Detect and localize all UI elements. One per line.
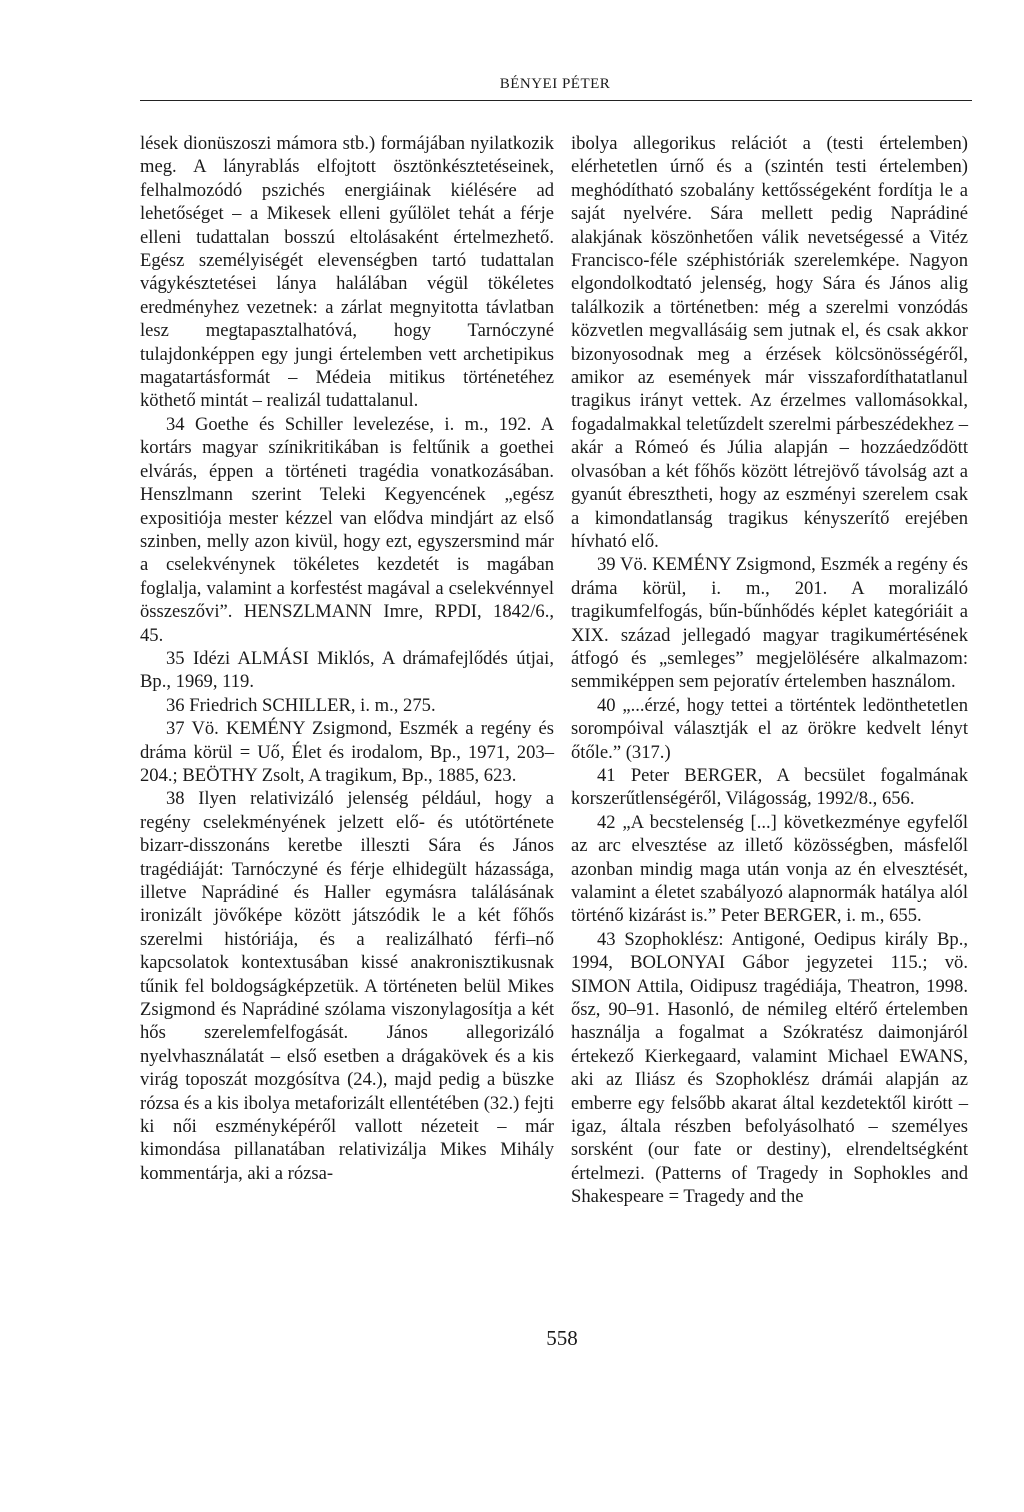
footnote-43: 43 Szophoklész: Antigoné, Oedipus király Bp., 1994, BOLONYAI Gábor jegyzetei 115.; vö. SIMON Attila, Oidipusz tragédiája, Theatron, 1998. ősz, 90–91. Hasonló, de némileg eltérő értelemben használja a fogalmat a Szókratész daimonjáról értekező Kierkegaard, valamint Michael EWANS, aki az Iliász és Szophoklész drámái alapján az emberre egy felsőbb akarat által kezdetektől kirótt – igaz, általa részben befolyásolható – személyes sorsként (our fate or destiny), elrendeltségként értelmezi. (Patterns of Tragedy in Sophokles and Shakespeare = Tragedy and the: [571, 928, 968, 1208]
footnote-34: 34 Goethe és Schiller levelezése, i. m., 192. A kortárs magyar színikritikában is feltűnik a goethei elvárás, éppen a történeti tragédia vonatkozásában. Henszlmann szerint Teleki Kegyencének „egész expositiója mester kézzel van elődva mindjárt az első szinben, melly azon kivül, hogy ezt, egyszersmind már a cselekvénynek tökéletes kezdetét is magában foglalja, valamint a korfestést magával a cselekvénnyel összeszővi”. HENSZLMANN Imre, RPDI, 1842/6., 45.: [140, 413, 554, 646]
footnote-40: 40 „...érzé, hogy tettei a történtek ledönthetetlen sorompóival választják el az örökre kedvelt lényt őtőle.” (317.): [571, 694, 968, 763]
footnote-37: 37 Vö. KEMÉNY Zsigmond, Eszmék a regény és dráma körül = Uő, Élet és irodalom, Bp., 1971, 203–204.; BEÖTHY Zsolt, A tragikum, Bp., 1885, 623.: [140, 718, 554, 786]
footnote-36: 36 Friedrich SCHILLER, i. m., 275.: [166, 694, 436, 716]
header-rule: [140, 100, 972, 101]
right-column: [571, 132, 968, 1209]
body-paragraph: lések dionüszoszi mámora stb.) formájában nyilatkozik meg. A lányrablás elfojtott ösztönkésztetéseinek, felhalmozódó pszichés energiáinak kiélésére ad lehetőséget – a Mikesek elleni gyűlölet tehát a férje elleni tudattalan bosszú eltolásaként értelmezhető. Egész személyiségét elevenségben tartó tudattalan vágykésztetései lánya halálában végül tökéletes eredményhez vezetnek: a zárlat megnyitotta távlatban lesz megtapasztalhatóvá, hogy Tarnóczyné tulajdonképpen egy jungi értelemben vett archetipikus magatartásformát – Médeia mitikus történetéhez köthető mintát – realizál tudattalanul.: [140, 133, 554, 412]
left-column: [140, 132, 554, 1185]
footnote-42: 42 „A becstelenség [...] következménye egyfelől az arc elvesztése az illető közösségben, másfelől azonban mindig maga után vonja az én elvesztését, valamint a életet szabályozó alapnormák hatálya alól történő kizárást is.” Peter BERGER, i. m., 655.: [571, 811, 968, 927]
footnote-41: 41 Peter BERGER, A becsület fogalmának korszerűtlenségéről, Világosság, 1992/8., 656.: [571, 764, 968, 810]
footnote-38: 38 Ilyen relativizáló jelenség például, hogy a regény cselekményének jelzett elő- és utótörténete bizarr-disszonáns keretbe illeszti Sára és János tragédiáját: Tarnóczyné és férje elhidegült házassága, illetve Naprádiné és Haller egymásra találásának ironizált jövőképe között játszódik le a két főhős szerelmi históriája, és a realizálható férfi–nő kapcsolatok kontextusában kissé anakronisztikusnak tűnik fel boldogságképzetük. A történeten belül Mikes Zsigmond és Naprádiné szólama viszonylagosítja a két hős szerelemfelfogását. János allegorizáló nyelvhasználatát – első esetben a drágakövek és a kis virág toposzát mozgósítva (24.), majd pedig a büszke rózsa és a kis ibolya metaforizált ellentétében (32.) fejti ki női eszményképéről vallott nézeteit – már kimondása pillanatában relativizálja Mikes Mihály kommentárja, aki a rózsa-: [140, 788, 554, 1184]
footnote-35: 35 Idézi ALMÁSI Miklós, A drámafejlődés útjai, Bp., 1969, 119.: [140, 647, 554, 693]
footnote-39: 39 Vö. KEMÉNY Zsigmond, Eszmék a regény és dráma körül, i. m., 201. A moralizáló tragikumfelfogás, bűn-bűnhődés képlet kategóriáit a XIX. század jellegadó magyar tragikumértésének átfogó és „semleges” megjelölésére alkalmazom: semmiképpen sem pejoratív értelemben használom.: [571, 554, 968, 693]
running-head: BÉNYEI PÉTER: [499, 76, 611, 92]
footnote-38-continued: ibolya allegorikus relációt a (testi értelemben) elérhetetlen úrnő és a (szintén testi értelemben) meghódítható szobalány kettősségeként fordítja le a saját nyelvére. Sára mellett pedig Naprádiné alakjának köszönhetően válik nevetségessé a Vitéz Francisco-féle széphistóriák szerelemképe. Nagyon elgondolkodtató jelenség, hogy Sára és János alig találkozik a történetben: még a szerelmi vonzódás közvetlen megvallásáig sem jutnak el, és csak akkor bizonyosodnak meg a érzések kölcsönösségéről, amikor az események már visszafordíthatatlanul tragikus irányt vettek. Az érzelmes vallomásokkal, fogadalmakkal teletűzdelt szerelmi párbeszédekhez – akár a Rómeó és Júlia alapján – hozzáedződött olvasóban a két főhős között létrejövő távolság azt a gyanút ébresztheti, hogy az eszményi szerelem csak a kimondatlanság tragikus kényszerítő erejében hívható elő.: [571, 133, 968, 552]
page-number: 558: [546, 1326, 578, 1350]
